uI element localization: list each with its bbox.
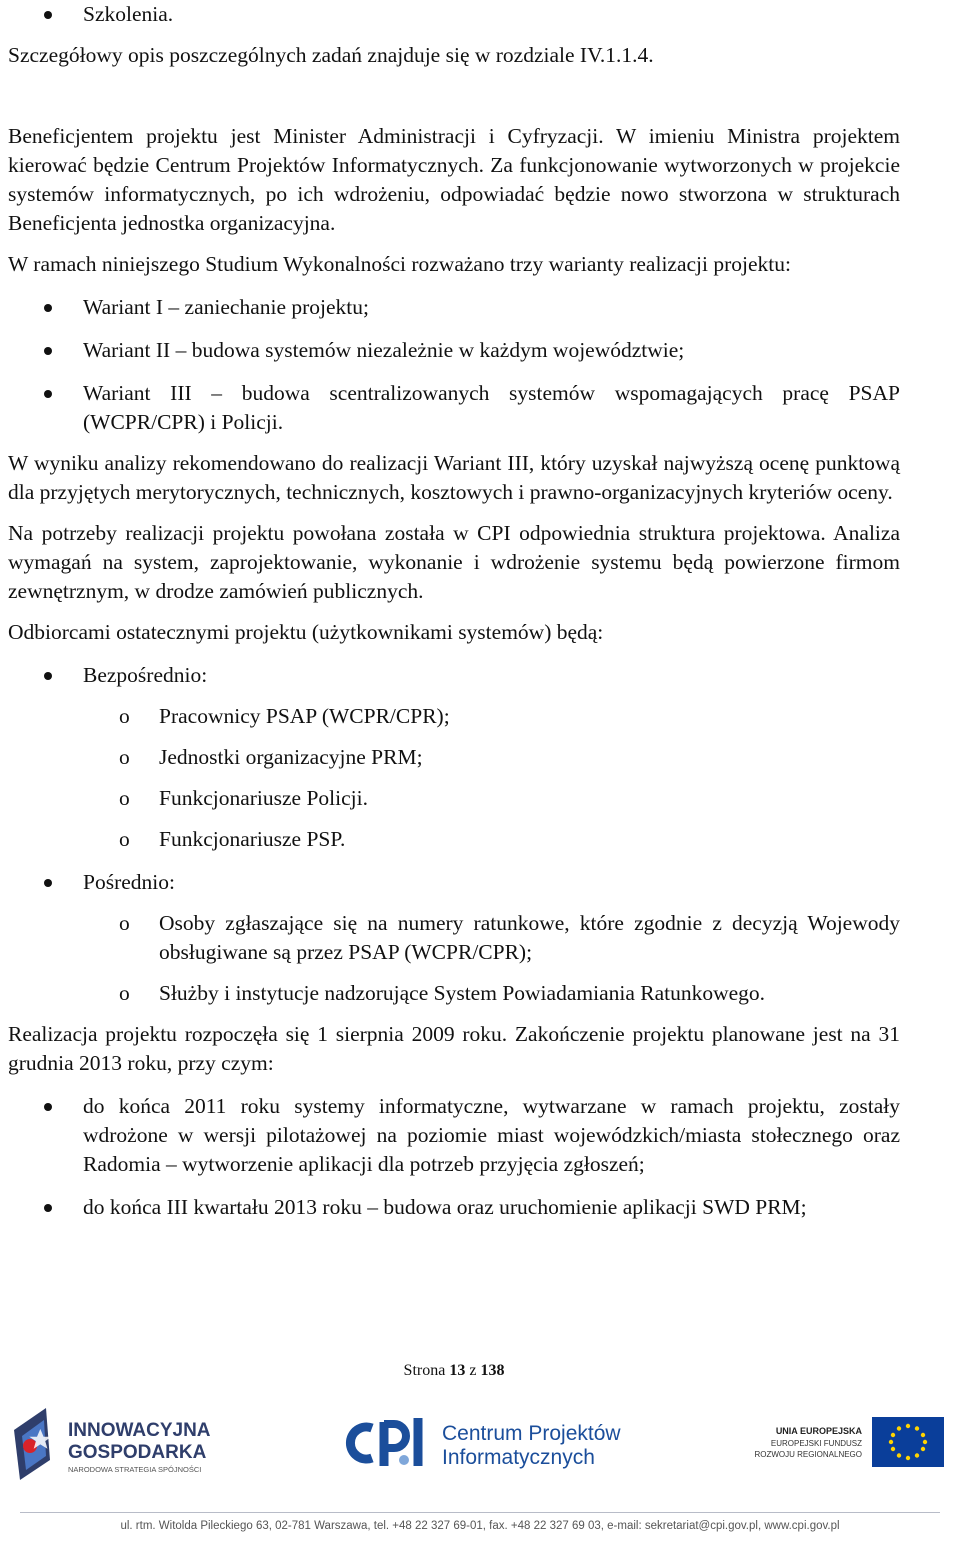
document-body <box>8 0 900 1222</box>
svg-text:NARODOWA STRATEGIA SPÓJNOŚCI: NARODOWA STRATEGIA SPÓJNOŚCI <box>68 1465 202 1474</box>
svg-text:Informatycznych: Informatycznych <box>442 1446 595 1469</box>
svg-text:GOSPODARKA: GOSPODARKA <box>68 1442 207 1463</box>
bullet-icon <box>44 347 52 355</box>
list-item: Wariant III – budowa scentralizowanych systemów wspomagających pracę PSAP (WCPR/CPR) i Policji. <box>8 379 900 437</box>
eu-logo <box>754 1417 944 1467</box>
list-item: Wariant I – zaniechanie projektu; <box>8 293 900 322</box>
logo-bar <box>0 1400 960 1490</box>
cpi-logo <box>350 1418 621 1469</box>
bullet-icon <box>44 1204 52 1212</box>
sub-list-item: o Jednostki organizacyjne PRM; <box>119 745 423 769</box>
svg-text:UNIA EUROPEJSKA: UNIA EUROPEJSKA <box>775 1426 862 1436</box>
list-item: Wariant II – budowa systemów niezależnie w każdym województwie; <box>8 336 900 365</box>
footer-address: ul. rtm. Witolda Pileckiego 63, 02-781 Warszawa, tel. +48 22 327 69-01, fax. +48 22 327 69 03, e-mail: sekretariat@cpi.gov.pl, www.cpi.gov.pl <box>120 1520 840 1532</box>
bullet-icon <box>44 1103 52 1111</box>
paragraph-timeline: Realizacja projektu rozpoczęła się 1 sierpnia 2009 roku. Zakończenie projektu planowane jest na 31 grudnia 2013 roku, przy czym: <box>8 1022 900 1075</box>
sub-list-item: o Służby i instytucje nadzorujące System Powiadamiania Ratunkowego. <box>119 981 766 1005</box>
list-item: Bezpośrednio: <box>8 661 900 690</box>
bullet-icon <box>44 879 52 887</box>
sub-list-item: o Funkcjonariusze PSP. <box>119 827 346 851</box>
paragraph-recipients: Odbiorcami ostatecznymi projektu (użytkownikami systemów) będą: <box>8 620 604 644</box>
sub-list-item: o Funkcjonariusze Policji. <box>119 786 368 810</box>
list-item: do końca 2011 roku systemy informatyczne, wytwarzane w ramach projektu, zostały wdrożone w wersji pilotażowej na poziomie miast wojewódzkich/miasta stołecznego oraz Radomia – wytworzenie aplikacji dla potrzeb przyjęcia zgłoszeń; <box>8 1092 900 1179</box>
paragraph-recommendation: W wyniku analizy rekomendowano do realizacji Wariant III, który uzyskał najwyższą ocenę punktową dla przyjętych merytorycznych, technicznych, kosztowych i prawno-organizacyjnych kryteriów oceny. <box>8 451 900 504</box>
svg-text:EUROPEJSKI FUNDUSZ: EUROPEJSKI FUNDUSZ <box>770 1439 862 1448</box>
footer-divider <box>20 1512 940 1513</box>
svg-text:Centrum Projektów: Centrum Projektów <box>442 1422 621 1445</box>
bullet-icon <box>44 390 52 398</box>
sub-list-item: o Pracownicy PSAP (WCPR/CPR); <box>119 704 450 728</box>
list-item: do końca III kwartału 2013 roku – budowa oraz uruchomienie aplikacji SWD PRM; <box>8 1193 900 1222</box>
page-number: Strona 13 z 138 <box>403 1362 505 1379</box>
sub-list-item: o Osoby zgłaszające się na numery ratunkowe, które zgodnie z decyzją Wojewody obsługiwane są przez PSAP (WCPR/CPR); <box>119 911 900 964</box>
svg-text:INNOWACYJNA: INNOWACYJNA <box>68 1420 211 1441</box>
svg-text:ROZWOJU REGIONALNEGO: ROZWOJU REGIONALNEGO <box>754 1450 862 1459</box>
paragraph-variants-intro: W ramach niniejszego Studium Wykonalności rozważano trzy warianty realizacji projektu: <box>8 252 791 276</box>
list-item: Szkolenia. <box>8 0 900 29</box>
bullet-icon <box>44 11 52 19</box>
innowacyjna-gospodarka-logo <box>14 1408 211 1480</box>
bullet-icon <box>44 672 52 680</box>
bullet-icon <box>44 304 52 312</box>
paragraph-structure: Na potrzeby realizacji projektu powołana została w CPI odpowiednia struktura projektowa. Analiza wymagań na system, zaprojektowanie, wykonanie i wdrożenie systemu będą powierzone firmom zewnętrznym, w drodze zamówień publicznych. <box>8 521 900 603</box>
paragraph-beneficiary: Beneficjentem projektu jest Minister Administracji i Cyfryzacji. W imieniu Ministra projektem kierować będzie Centrum Projektów Informatycznych. Za funkcjonowanie wytworzonych w projekcie systemów informatycznych, po ich wdrożeniu, odpowiadać będzie nowo stworzona w strukturach Beneficjenta jednostka organizacyjna. <box>8 124 900 235</box>
paragraph-details: Szczegółowy opis poszczególnych zadań znajduje się w rozdziale IV.1.1.4. <box>8 43 654 67</box>
list-item: Pośrednio: <box>8 868 900 897</box>
